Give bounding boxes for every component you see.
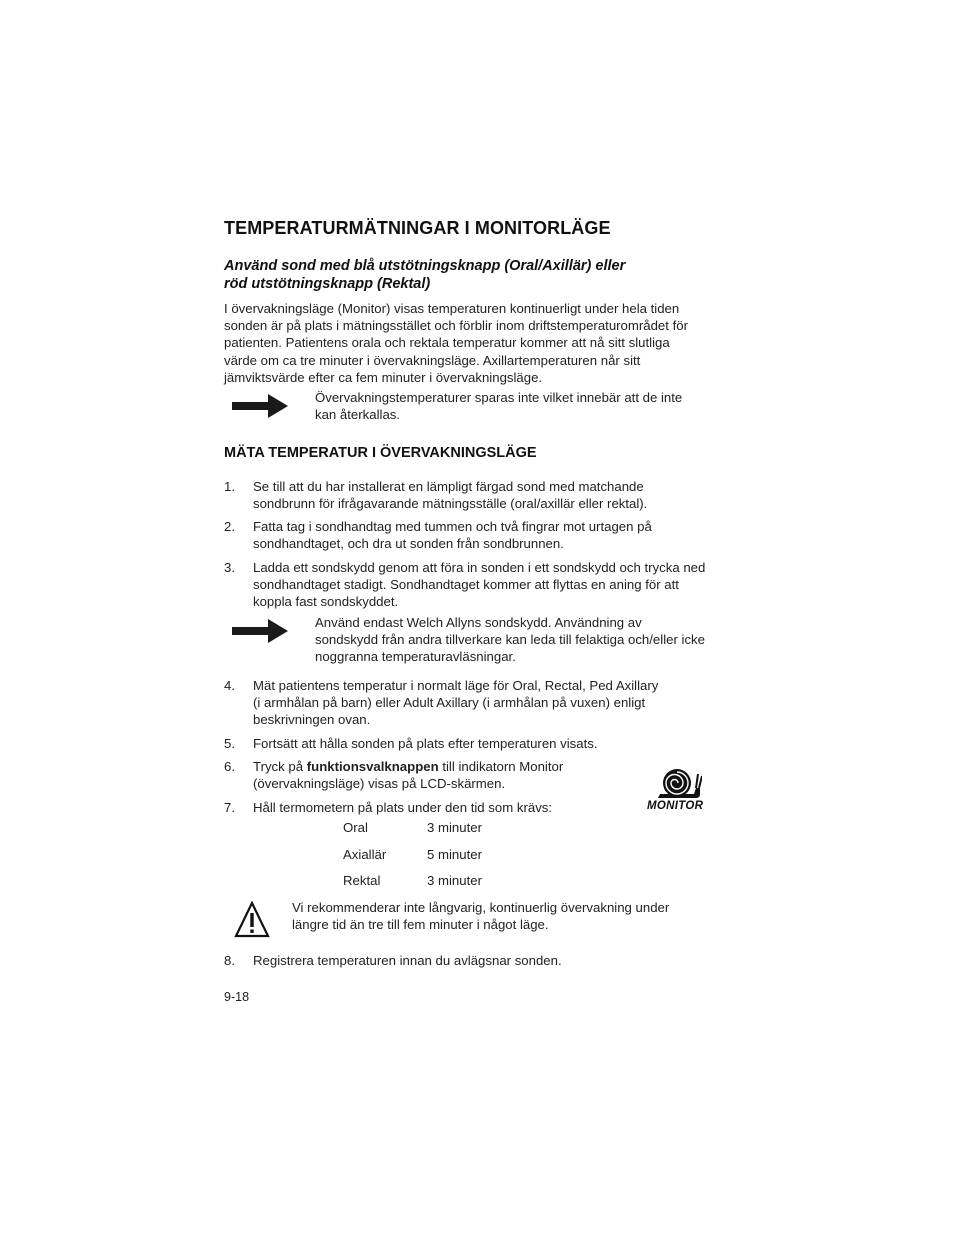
snail-icon [656,766,702,800]
arrow-right-icon [232,394,288,418]
note-probe-covers: Använd endast Welch Allyns sondskydd. Användning av sondskydd från andra tillverkare kan leda till felaktiga och/eller icke noggranna temperaturavläsningar. [315,615,705,665]
note-memory: Övervakningstemperaturer sparas inte vilket innebär att de inte kan återkallas. [315,390,683,423]
intro-paragraph: I övervakningsläge (Monitor) visas temperaturen kontinuerligt under hela tiden sonden är på plats i mätningsstället och förblir inom driftstemperaturområdet för patienten. Patientens orala och rektala temperatur kommer att nå sitt slutliga värde om ca tre minuter i övervakningsläge. Axillartemperaturen når sitt jämviktsvärde efter ca fem minuter i övervakningsläge. [224,301,688,385]
section-heading: MÄTA TEMPERATUR I ÖVERVAKNINGSLÄGE [224,445,537,461]
page-number: 9-18 [224,990,250,1004]
table-row: Rektal 3 minuter [343,873,482,888]
warning-icon [234,901,270,939]
table-row: Oral 3 minuter [343,820,482,835]
warning-text: Vi rekommenderar inte långvarig, kontinuerlig övervakning under längre tid än tre till fem minuter i något läge. [292,900,670,933]
arrow-right-icon [232,619,288,643]
table-row: Axiallär 5 minuter [343,847,482,862]
subtitle: Använd sond med blå utstötningsknapp (Oral/Axillär) eller röd utstötningsknapp (Rektal) [224,258,626,292]
monitor-label: MONITOR [647,800,704,812]
page-title: TEMPERATURMÄTNINGAR I MONITORLÄGE [224,218,611,238]
